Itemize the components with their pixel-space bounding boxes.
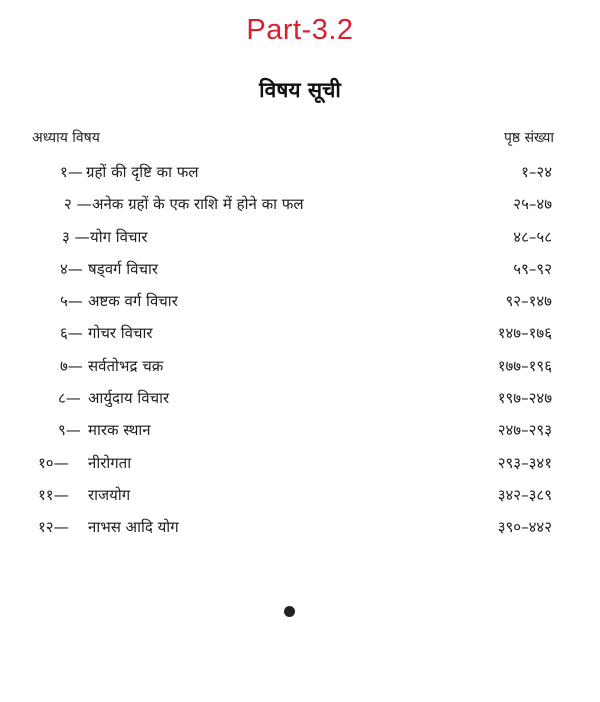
page-range: १७७–१९६ [497,356,552,375]
page-range: १४७–१७६ [497,324,552,343]
chapter-title: मारक स्थान [88,421,151,440]
chapter-title: सर्वतोभद्र चक्र [88,356,164,375]
chapter-title: राजयोग [88,485,131,504]
bullet-dot [284,606,295,617]
page-range: २५–४७ [513,195,552,214]
chapter-number: ८— [58,389,81,408]
chapter-number: ३ — [62,227,90,246]
toc-heading: विषय सूची [259,78,341,102]
page-range: १–२४ [521,163,552,181]
toc-row [0,513,600,545]
toc-row [0,319,600,351]
chapter-title: आर्युदाय विचार [88,389,170,408]
toc-row [0,384,600,416]
chapter-title: योग विचार [90,227,148,246]
toc-row [0,158,600,190]
chapter-number: ९— [58,421,81,440]
toc-row [0,287,600,319]
chapter-title: अनेक ग्रहों के एक राशि में होने का फल [92,195,304,214]
page-range: ९२–१४७ [505,292,552,311]
chapter-title: ग्रहों की दृष्टि का फल [86,163,199,181]
chapter-number: ७— [60,356,83,375]
toc-row [0,416,600,448]
chapter-column-header: अध्याय विषय [32,130,100,146]
page-range: २९३–३४१ [497,453,552,472]
chapter-number: ५— [60,292,83,311]
page-column-header: पृष्ठ संख्या [503,130,554,146]
page-range: ३९०–४४२ [497,518,552,537]
chapter-title: गोचर विचार [88,324,153,343]
toc-row [0,352,600,384]
toc-row [0,481,600,513]
chapter-number: १२— [38,518,69,537]
chapter-title: अष्टक वर्ग विचार [88,292,178,311]
page-range: ४८–५८ [513,227,552,246]
toc-row [0,449,600,481]
chapter-title: नीरोगता [88,453,132,472]
toc-row [0,255,600,287]
table-of-contents [0,158,600,546]
chapter-number: २ — [64,195,92,214]
page-range: ५९–९२ [513,259,552,278]
chapter-title: नाभस आदि योग [88,518,179,537]
chapter-number: ६— [60,324,83,343]
chapter-number: १— [60,163,83,181]
page-range: २४७–२९३ [497,421,552,440]
toc-row [0,190,600,222]
chapter-number: १०— [38,453,69,472]
page-range: ३४२–३८९ [497,485,552,504]
page-range: १९७–२४७ [497,389,552,408]
part-title: Part-3.2 [246,14,354,46]
toc-row [0,223,600,255]
chapter-title: षड्वर्ग विचार [88,259,159,278]
chapter-number: ११— [38,485,69,504]
chapter-number: ४— [60,259,83,278]
